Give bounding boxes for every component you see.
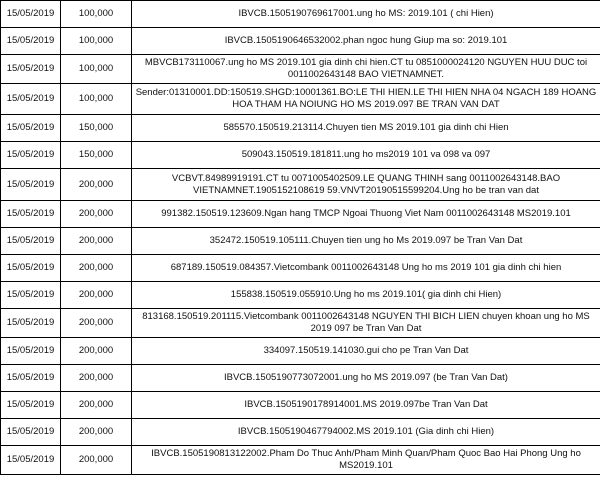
table-row bbox=[1, 1, 600, 28]
amount-cell: 200,000 bbox=[61, 392, 132, 419]
date-cell: 15/05/2019 bbox=[1, 1, 61, 28]
description-cell: 991382.150519.123609.Ngan hang TMCP Ngoai Thuong Viet Nam 0011002643148 MS2019.101 bbox=[132, 201, 600, 228]
table-row bbox=[1, 28, 600, 55]
description-cell: IBVCB.1505190467794002.MS 2019.101 (Gia dinh chi Hien) bbox=[132, 419, 600, 446]
description-cell: 813168.150519.201115.Vietcombank 0011002643148 NGUYEN THI BICH LIEN chuyen khoan ung ho MS 2019 097 be Tran Van Dat bbox=[132, 309, 600, 338]
amount-cell: 150,000 bbox=[61, 142, 132, 169]
table-row bbox=[1, 55, 600, 84]
description-cell: MBVCB173110067.ung ho MS 2019.101 gia dinh chi hien.CT tu 0851000024120 NGUYEN HUU DUC toi 0011002643148 BAO VIETNAMNET. bbox=[132, 55, 600, 84]
amount-cell: 100,000 bbox=[61, 28, 132, 55]
description-cell: IBVCB.1505190178914001.MS 2019.097be Tran Van Dat bbox=[132, 392, 600, 419]
date-cell: 15/05/2019 bbox=[1, 28, 61, 55]
table-row bbox=[1, 365, 600, 392]
amount-cell: 200,000 bbox=[61, 338, 132, 365]
amount-cell: 200,000 bbox=[61, 201, 132, 228]
description-cell: 155838.150519.055910.Ung ho ms 2019.101( gia dinh chi Hien) bbox=[132, 282, 600, 309]
table-row bbox=[1, 142, 600, 169]
date-cell: 15/05/2019 bbox=[1, 365, 61, 392]
table-row bbox=[1, 392, 600, 419]
date-cell: 15/05/2019 bbox=[1, 201, 61, 228]
description-cell: IBVCB.1505190646532002.phan ngoc hung Giup ma so: 2019.101 bbox=[132, 28, 600, 55]
description-cell: IBVCB.1505190813122002.Pham Do Thuc Anh/Pham Minh Quan/Pham Quoc Bao Hai Phong Ung ho MS2019.101 bbox=[132, 446, 600, 475]
date-cell: 15/05/2019 bbox=[1, 392, 61, 419]
amount-cell: 200,000 bbox=[61, 255, 132, 282]
table-row bbox=[1, 84, 600, 115]
date-cell: 15/05/2019 bbox=[1, 84, 61, 115]
date-cell: 15/05/2019 bbox=[1, 282, 61, 309]
amount-cell: 100,000 bbox=[61, 84, 132, 115]
amount-cell: 100,000 bbox=[61, 55, 132, 84]
amount-cell: 200,000 bbox=[61, 309, 132, 338]
date-cell: 15/05/2019 bbox=[1, 338, 61, 365]
table-row bbox=[1, 255, 600, 282]
amount-cell: 200,000 bbox=[61, 228, 132, 255]
date-cell: 15/05/2019 bbox=[1, 169, 61, 201]
date-cell: 15/05/2019 bbox=[1, 446, 61, 475]
date-cell: 15/05/2019 bbox=[1, 55, 61, 84]
amount-cell: 200,000 bbox=[61, 419, 132, 446]
date-cell: 15/05/2019 bbox=[1, 115, 61, 142]
date-cell: 15/05/2019 bbox=[1, 255, 61, 282]
amount-cell: 200,000 bbox=[61, 282, 132, 309]
table-row bbox=[1, 201, 600, 228]
table-row bbox=[1, 115, 600, 142]
amount-cell: 200,000 bbox=[61, 365, 132, 392]
amount-cell: 150,000 bbox=[61, 115, 132, 142]
description-cell: Sender:01310001.DD:150519.SHGD:10001361.BO:LE THI HIEN.LE THI HIEN NHA 04 NGACH 189 HOANG HOA THAM HA NOIUNG HO MS 2019.097 BE TRAN VAN DAT bbox=[132, 84, 600, 115]
table-row bbox=[1, 419, 600, 446]
description-cell: 509043.150519.181811.ung ho ms2019 101 va 098 va 097 bbox=[132, 142, 600, 169]
date-cell: 15/05/2019 bbox=[1, 419, 61, 446]
description-cell: IBVCB.1505190773072001.ung ho MS 2019.097 (be Tran Van Dat) bbox=[132, 365, 600, 392]
table-row bbox=[1, 446, 600, 475]
table-row bbox=[1, 282, 600, 309]
description-cell: IBVCB.1505190769617001.ung ho MS: 2019.101 ( chi Hien) bbox=[132, 1, 600, 28]
description-cell: 334097.150519.141030.gui cho pe Tran Van Dat bbox=[132, 338, 600, 365]
amount-cell: 200,000 bbox=[61, 169, 132, 201]
table-row bbox=[1, 169, 600, 201]
description-cell: 352472.150519.105111.Chuyen tien ung ho Ms 2019.097 be Tran Van Dat bbox=[132, 228, 600, 255]
date-cell: 15/05/2019 bbox=[1, 309, 61, 338]
description-cell: 687189.150519.084357.Vietcombank 0011002643148 Ung ho ms 2019 101 gia dinh chi hien bbox=[132, 255, 600, 282]
table-row bbox=[1, 338, 600, 365]
table-row bbox=[1, 228, 600, 255]
table-row bbox=[1, 309, 600, 338]
date-cell: 15/05/2019 bbox=[1, 142, 61, 169]
amount-cell: 100,000 bbox=[61, 1, 132, 28]
description-cell: VCBVT.84989919191.CT tu 0071005402509.LE QUANG THINH sang 0011002643148.BAO VIETNAMNET.1905152108619 59.VNVT20190515599204.Ung ho be tran van dat bbox=[132, 169, 600, 201]
date-cell: 15/05/2019 bbox=[1, 228, 61, 255]
description-cell: 585570.150519.213114.Chuyen tien MS 2019.101 gia dinh chi Hien bbox=[132, 115, 600, 142]
amount-cell: 200,000 bbox=[61, 446, 132, 475]
